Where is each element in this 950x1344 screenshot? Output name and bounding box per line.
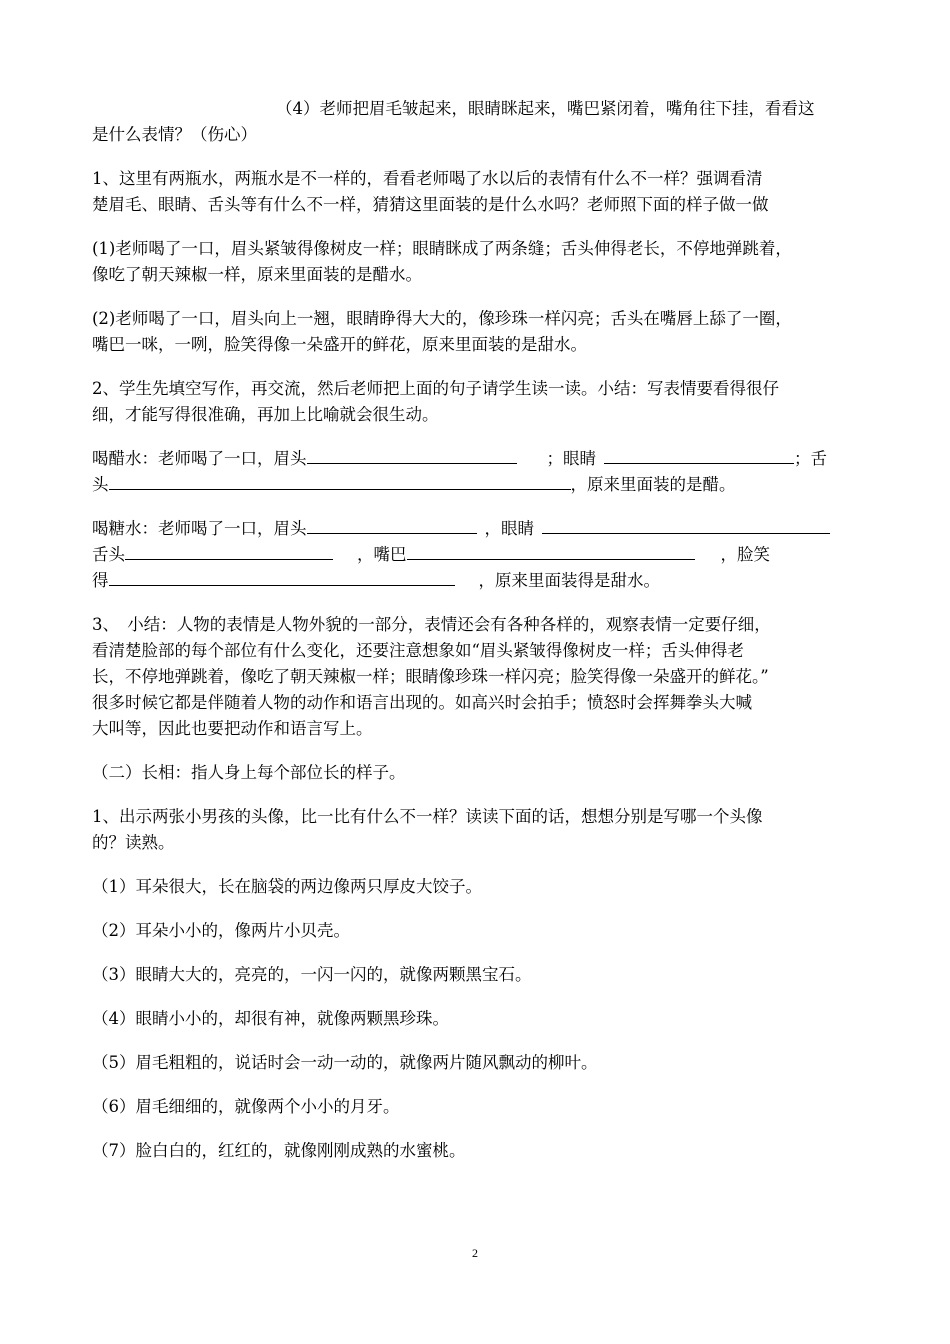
section-3-line-3: 长，不停地弹跳着，像吃了朝天辣椒一样；眼睛像珍珠一样闪亮；脸笑得像一朵盛开的鲜花。” [92, 667, 769, 686]
appearance-intro-line-2: 的？读熟。 [92, 833, 175, 852]
sugar-exercise [92, 516, 866, 594]
vinegar-ending: ，原来里面装的是醋。 [570, 475, 736, 494]
list-item [92, 918, 866, 944]
section-3-line-2: 看清楚脸部的每个部位有什么变化，还要注意想象如“眉头紧皱得像树皮一样；舌头伸得老 [92, 641, 744, 660]
section-1-paragraph [92, 166, 866, 218]
example-1-line-2: 像吃了朝天辣椒一样，原来里面装的是醋水。 [92, 265, 422, 284]
list-item [92, 874, 866, 900]
vinegar-eyes-blank[interactable] [604, 447, 794, 464]
page-number: 2 [472, 1246, 478, 1260]
appearance-item-4: （4）眼睛小小的，却很有神，就像两颗黑珍珠。 [92, 1009, 449, 1028]
vinegar-exercise [92, 446, 866, 498]
section-1-line-1: 1、这里有两瓶水，两瓶水是不一样的，看看老师喝了水以后的表情有什么不一样？强调看清 [92, 169, 763, 188]
vinegar-eyes-label: ；眼睛 [546, 449, 596, 468]
vinegar-brow-blank[interactable] [307, 447, 517, 464]
sugar-mouth-blank[interactable] [407, 543, 695, 560]
appearance-item-2: （2）耳朵小小的，像两片小贝壳。 [92, 921, 350, 940]
appearance-intro-line-1: 1、出示两张小男孩的头像，比一比有什么不一样？读读下面的话，想想分别是写哪一个头像 [92, 807, 763, 826]
vinegar-line-2 [92, 472, 866, 498]
section-2-line-2: 细，才能写得很准确，再加上比喻就会很生动。 [92, 405, 439, 424]
appearance-item-6: （6）眉毛细细的，就像两个小小的月牙。 [92, 1097, 400, 1116]
appearance-item-7: （7）脸白白的，红红的，就像刚刚成熟的水蜜桃。 [92, 1141, 466, 1160]
sugar-tongue-label: 舌头 [92, 545, 125, 564]
list-item [92, 1006, 866, 1032]
section-2-line-1: 2、学生先填空写作，再交流，然后老师把上面的句子请学生读一读。小结：写表情要看得很仔 [92, 379, 779, 398]
sugar-line-2 [92, 542, 866, 568]
sugar-eyes-label: ，眼睛 [484, 519, 534, 538]
example-2-line-2: 嘴巴一咪，一咧，脸笑得像一朵盛开的鲜花，原来里面装的是甜水。 [92, 335, 587, 354]
sugar-tongue-blank[interactable] [125, 543, 333, 560]
section-3-line-1: 3、 小结：人物的表情是人物外貌的一部分，表情还会有各种各样的，观察表情一定要仔细， [92, 615, 771, 634]
appearance-item-3: （3）眼睛大大的，亮亮的，一闪一闪的，就像两颗黑宝石。 [92, 965, 532, 984]
example-2-paragraph [92, 306, 866, 358]
appearance-item-1: （1）耳朵很大，长在脑袋的两边像两只厚皮大饺子。 [92, 877, 482, 896]
sugar-mouth-label: ，嘴巴 [357, 545, 407, 564]
sugar-line-3 [92, 568, 866, 594]
section-2-paragraph [92, 376, 866, 428]
example-1-line-1: (1)老师喝了一口，眉头紧皱得像树皮一样；眼睛眯成了两条缝；舌头伸得老长，不停地弹跳着， [92, 239, 792, 258]
vinegar-label: 喝醋水：老师喝了一口，眉头 [92, 449, 307, 468]
list-item [92, 1050, 866, 1076]
appearance-item-5: （5）眉毛粗粗的，说话时会一动一动的，就像两片随风飘动的柳叶。 [92, 1053, 598, 1072]
sugar-face-blank[interactable] [109, 569, 455, 586]
vinegar-tongue-label-start: ；舌 [794, 449, 827, 468]
sugar-ending: ，原来里面装得是甜水。 [478, 571, 660, 590]
intro-line-2: 是什么表情？（伤心） [92, 125, 257, 144]
sugar-label: 喝糖水：老师喝了一口，眉头 [92, 519, 307, 538]
list-item [92, 1094, 866, 1120]
appearance-heading-paragraph [92, 760, 866, 786]
document-page [92, 96, 866, 1182]
example-1-paragraph [92, 236, 866, 288]
vinegar-tongue-label-end: 头 [92, 475, 109, 494]
sugar-brow-blank[interactable] [307, 517, 477, 534]
section-3-paragraph [92, 612, 866, 742]
example-2-line-1: (2)老师喝了一口，眉头向上一翘，眼睛睁得大大的，像珍珠一样闪亮；舌头在嘴唇上舔了一圈， [92, 309, 792, 328]
vinegar-line-1 [92, 446, 866, 472]
list-item [92, 1138, 866, 1164]
sugar-face-label-end: 得 [92, 571, 109, 590]
section-3-line-5: 大叫等，因此也要把动作和语言写上。 [92, 719, 373, 738]
intro-line-1: （4）老师把眉毛皱起来，眼睛眯起来，嘴巴紧闭着，嘴角往下挂，看看这 [276, 99, 815, 118]
section-3-line-4: 很多时候它都是伴随着人物的动作和语言出现的。如高兴时会拍手；愤怒时会挥舞拳头大喊 [92, 693, 752, 712]
section-1-line-2: 楚眉毛、眼睛、舌头等有什么不一样，猜猜这里面装的是什么水吗？老师照下面的样子做一做 [92, 195, 769, 214]
list-item [92, 962, 866, 988]
appearance-intro-paragraph [92, 804, 866, 856]
vinegar-tongue-blank[interactable] [109, 473, 571, 490]
sugar-eyes-blank[interactable] [542, 517, 830, 534]
sugar-line-1 [92, 516, 866, 542]
sugar-face-label: ，脸笑 [720, 545, 770, 564]
appearance-heading: （二）长相：指人身上每个部位长的样子。 [92, 763, 406, 782]
intro-paragraph [92, 96, 866, 148]
